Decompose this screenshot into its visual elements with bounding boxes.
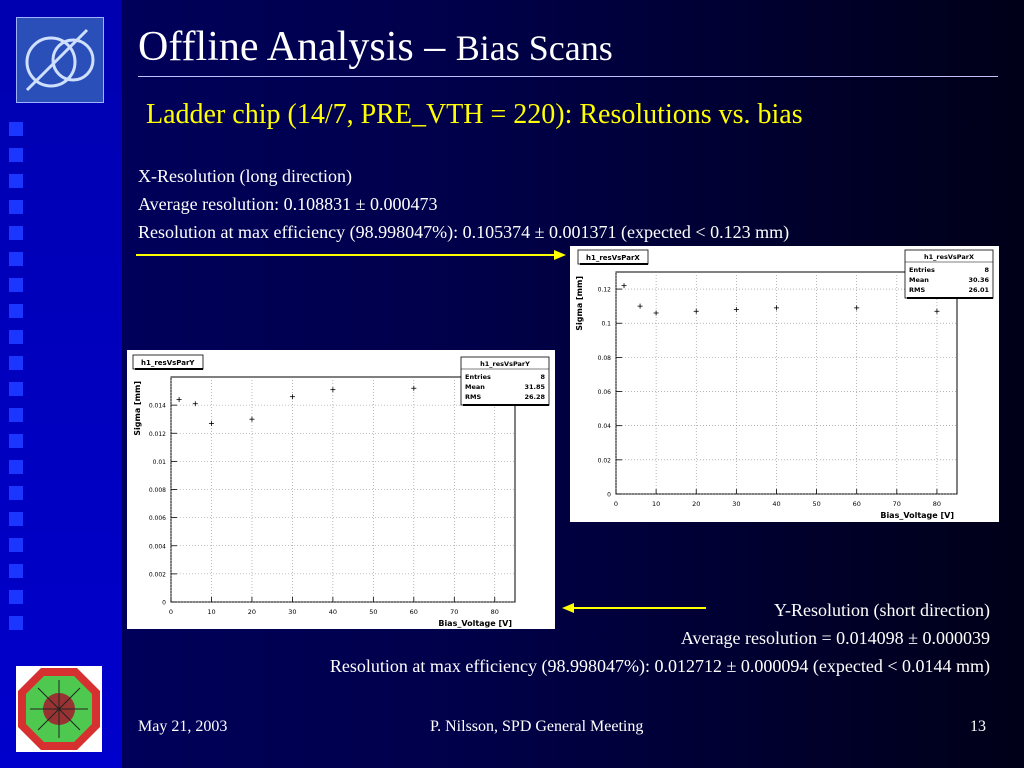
y-average-resolution: Average resolution = 0.014098 ± 0.000039: [680, 628, 990, 648]
plot-frame: [616, 272, 957, 494]
y-tick-label: 0.1: [601, 320, 611, 328]
x-tick-label: 10: [651, 500, 661, 508]
x-tick-label: 50: [812, 500, 821, 508]
y-tick-label: 0.002: [148, 571, 166, 579]
x-arrow-head: [554, 250, 566, 260]
histogram-title: h1_resVsParX: [586, 254, 640, 262]
stats-title: h1_resVsParY: [480, 360, 530, 368]
y-axis-title: Sigma [mm]: [133, 381, 142, 436]
y-tick-label: 0.06: [597, 389, 611, 397]
title-main: Offline Analysis –: [138, 24, 446, 70]
y-resolution-plot-svg: [127, 350, 555, 629]
stats-label: Entries: [909, 266, 935, 274]
x-resolution-plot: [570, 246, 999, 522]
footer-date: May 21, 2003: [138, 718, 228, 735]
stats-label: RMS: [465, 393, 482, 401]
y-tick-label: 0.006: [148, 515, 166, 523]
footer-page-number: 13: [970, 718, 986, 735]
y-max-efficiency-resolution: Resolution at max efficiency (98.998047%): 0.012712 ± 0.000094 (expected < 0.0144 mm): [329, 656, 990, 676]
stats-value: 8: [984, 266, 989, 274]
y-resolution-text: [330, 596, 990, 680]
y-tick-label: 0.008: [148, 487, 166, 494]
x-resolution-heading: X-Resolution (long direction): [138, 166, 352, 186]
y-axis-title: Sigma [mm]: [575, 276, 584, 331]
x-tick-label: 70: [892, 500, 901, 508]
stats-value: 26.01: [968, 286, 989, 294]
y-tick-label: 0.08: [597, 354, 611, 362]
histogram-title: h1_resVsParY: [141, 359, 195, 367]
stats-value: 8: [540, 373, 545, 381]
x-tick-label: 80: [932, 500, 942, 508]
y-tick-label: 0: [607, 491, 611, 499]
x-tick-label: 50: [369, 608, 378, 616]
stats-value: 26.28: [524, 393, 545, 401]
x-resolution-plot-svg: [570, 246, 999, 522]
x-tick-label: 20: [247, 608, 257, 616]
x-tick-label: 0: [613, 500, 619, 508]
x-tick-label: 40: [772, 500, 781, 508]
stats-label: RMS: [909, 286, 926, 294]
y-tick-label: 0.02: [597, 457, 611, 465]
stats-value: 30.36: [968, 276, 989, 284]
title-rest: Bias Scans: [455, 28, 613, 68]
stats-value: 31.85: [524, 383, 545, 391]
y-resolution-heading: Y-Resolution (short direction): [774, 600, 990, 620]
x-tick-label: 80: [490, 608, 499, 616]
stats-label: Mean: [465, 383, 485, 391]
y-tick-label: 0.12: [597, 286, 611, 294]
y-resolution-plot: [127, 350, 555, 629]
x-tick-label: 30: [288, 608, 297, 616]
stats-label: Entries: [465, 373, 491, 381]
y-tick-label: 0.014: [148, 402, 166, 410]
x-tick-label: 10: [207, 608, 216, 616]
x-axis-title: Bias_Voltage [V]: [438, 619, 512, 628]
x-tick-label: 30: [732, 500, 741, 508]
y-tick-label: 0.004: [148, 543, 166, 551]
y-tick-label: 0: [162, 599, 166, 607]
stats-label: Mean: [909, 276, 929, 284]
x-tick-label: 0: [168, 608, 174, 616]
x-tick-label: 70: [450, 608, 459, 616]
x-tick-label: 40: [328, 608, 338, 616]
x-tick-label: 60: [409, 608, 418, 616]
y-tick-label: 0.012: [148, 430, 166, 438]
y-tick-label: 0.01: [152, 458, 166, 466]
x-max-efficiency-resolution: Resolution at max efficiency (98.998047%): 0.105374 ± 0.001371 (expected < 0.123 mm): [138, 222, 790, 242]
x-average-resolution: Average resolution: 0.108831 ± 0.000473: [138, 194, 438, 214]
x-axis-title: Bias_Voltage [V]: [880, 511, 954, 520]
footer-presenter: P. Nilsson, SPD General Meeting: [430, 718, 644, 735]
x-tick-label: 60: [852, 500, 861, 508]
x-tick-label: 20: [692, 500, 701, 508]
y-tick-label: 0.04: [597, 423, 611, 431]
stats-title: h1_resVsParX: [924, 253, 974, 261]
slide-subtitle: Ladder chip (14/7, PRE_VTH = 220): Resolutions vs. bias: [146, 99, 803, 130]
